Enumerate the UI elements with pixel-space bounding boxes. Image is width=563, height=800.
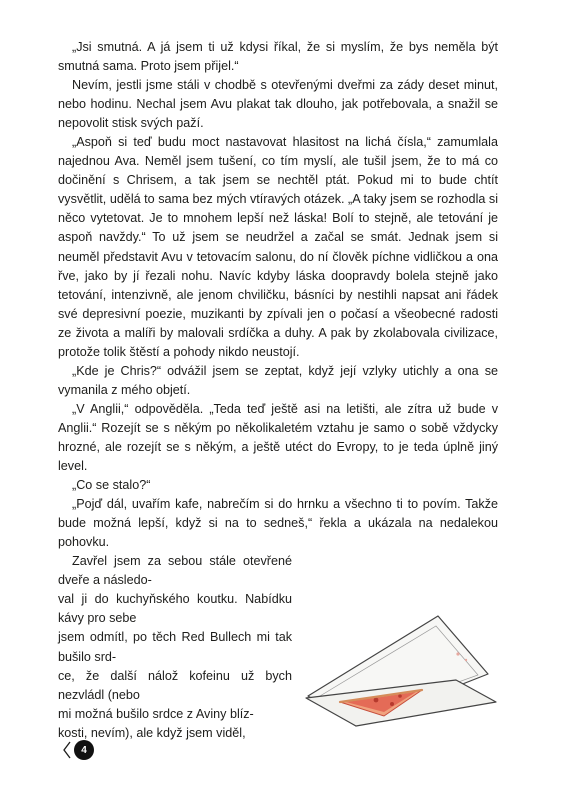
wrap-line-4: ce, že další nálož kofeinu už bych nezvládl (nebo [58,668,292,702]
wrap-line-3: jsem odmítl, po těch Red Bullech mi tak bušilo srd- [58,630,292,664]
wrap-line-6: kosti, nevím), ale když jsem viděl, [58,725,246,740]
paragraph-4: „Kde je Chris?“ odvážil jsem se zeptat, když její vzlyky utichly a ona se vymanila z mého objetí. [58,363,498,397]
wrap-line-1: Zavřel jsem za sebou stále otevřené dveře a následo- [58,554,292,588]
paragraph-6: „Co se stalo?“ [72,478,151,493]
paragraph-1: „Jsi smutná. A já jsem ti už kdysi říkal, že si myslím, že bys neměla být smutná sama. Proto jsem přijel.“ [58,40,498,74]
paragraph-2: Nevím, jestli jsme stáli v chodbě s otevřenými dveřmi za zády deset minut, nebo hodinu. Nechal jsem Avu plakat tak dlouho, jak potřebovala, a snažil se nepovolit stisk svých paží. [58,78,498,131]
paragraph-7: „Pojď dál, uvařím kafe, nabrečím si do hrnku a všechno ti to povím. Takže bude možná lepší, když si na to sedneš,“ řekla a ukázala na nedalekou pohovku. [58,497,498,550]
wrap-line-5: mi možná bušilo srdce z Aviny blíz- [58,706,254,721]
wrap-line-2: val ji do kuchyňského koutku. Nabídku kávy pro sebe [58,592,292,626]
page-number-badge: 4 [74,740,94,760]
page-navigation [62,739,94,761]
paragraph-5: „V Anglii,“ odpověděla. „Teda teď ještě asi na letišti, ale zítra už bude v Anglii.“ Rozejít se s někým po několikaletém vztahu je samo o sobě vždycky hrozné, ale rozejít se s někým, a ještě utéct do Evropy, to je teda úplně jiný level. [58,401,498,474]
chevron-left-icon[interactable] [62,739,72,761]
pizza-box-icon [296,578,506,728]
paragraph-3: „Aspoň si teď budu moct nastavovat hlasitost na lichá čísla,“ zamumlala najednou Ava. Neměl jsem tušení, co tím myslí, ale tušil jsem, že to má co dočinění s Chrisem, a tak jsem se nechtěl ptát. Pokud mi to bude chtít vysvětlit, udělá to sama bez mých vtíravých otázek. „A taky jsem se rozhodla si něco vytetovat. Je to mnohem lepší než láska! Bolí to stejně, ale tetování je aspoň navždy.“ To už jsem se neudržel a začal se smát. Jednak jsem si neuměl představit Avu v tetovacím salonu, do ní člověk píchne vidličkou a ona řve, jako by jí řezali nohu. Navíc kdyby láska doopravdy bolela stejně jako tetování, intenzivně, ale jenom chviličku, básníci by nestihli napsat ani řádek své depresivní poezie, muzikanti by zpívali jen o počasí a všeobecné radosti ze života a malíři by malovali srdíčka a duhy. A pak by zkolabovala civilizace, protože tolik štěstí a pohody nikdo neustojí. [58,135,498,359]
paragraph-8 [58,552,292,742]
